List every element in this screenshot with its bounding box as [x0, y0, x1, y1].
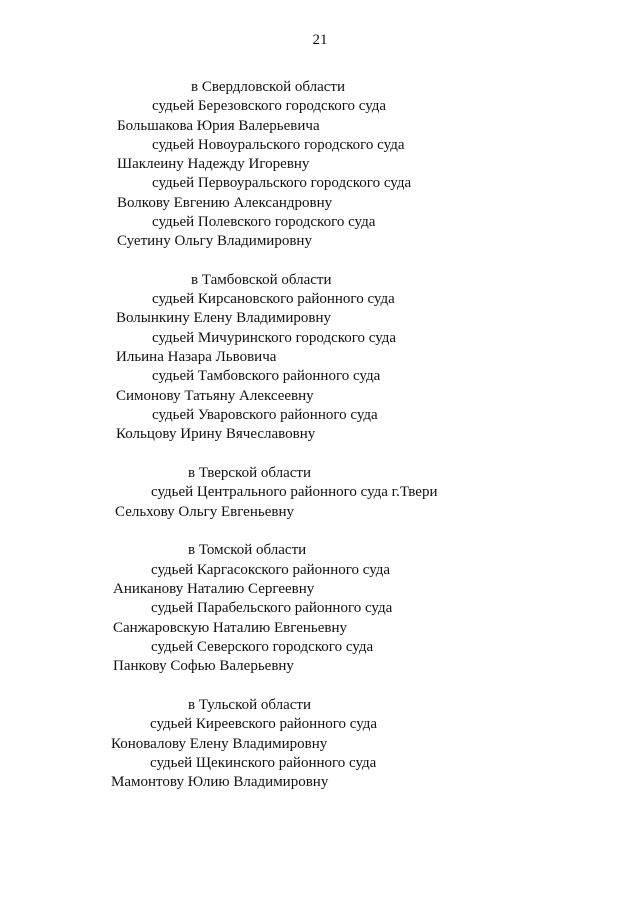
- court-line: судьей Каргасокского районного суда: [151, 562, 391, 578]
- court-line: судьей Первоуральского городского суда: [152, 175, 412, 191]
- court-line: судьей Новоуральского городского суда: [152, 137, 405, 153]
- judge-name: Панкову Софью Валерьевну: [113, 658, 294, 674]
- judge-name: Шаклеину Надежду Игоревну: [117, 156, 310, 172]
- court-line: судьей Северского городского суда: [151, 639, 374, 655]
- region-heading: в Тульской области: [188, 697, 312, 713]
- judge-name: Санжаровскую Наталию Евгеньевну: [113, 620, 347, 636]
- court-line: судьей Уваровского районного суда: [152, 407, 378, 423]
- court-line: судьей Тамбовского районного суда: [152, 368, 381, 384]
- judge-name: Суетину Ольгу Владимировну: [117, 233, 312, 249]
- judge-name: Коновалову Елену Владимировну: [111, 736, 328, 752]
- judge-name: Волкову Евгению Александровну: [117, 195, 333, 211]
- court-line: судьей Парабельского районного суда: [151, 600, 393, 616]
- region-heading: в Свердловской области: [191, 79, 346, 95]
- judge-name: Симонову Татьяну Алексеевну: [116, 388, 314, 404]
- court-line: судьей Киреевского районного суда: [150, 716, 378, 732]
- court-line: судьей Кирсановского районного суда: [152, 291, 395, 307]
- region-heading: в Тамбовской области: [191, 272, 332, 288]
- court-line: судьей Щекинского районного суда: [150, 755, 377, 771]
- judge-name: Кольцову Ирину Вячеславовну: [116, 426, 316, 442]
- judge-name: Ильина Назара Львовича: [116, 349, 277, 365]
- judge-name: Аниканову Наталию Сергеевну: [113, 581, 315, 597]
- court-line: судьей Полевского городского суда: [152, 214, 376, 230]
- page-number: 21: [312, 32, 328, 48]
- judge-name: Мамонтову Юлию Владимировну: [111, 774, 329, 790]
- judge-name: Волынкину Елену Владимировну: [116, 310, 332, 326]
- judge-name: Большакова Юрия Валерьевича: [117, 118, 320, 134]
- court-line: судьей Центрального районного суда г.Твери: [151, 484, 438, 500]
- region-heading: в Тверской области: [188, 465, 312, 481]
- judge-name: Сельхову Ольгу Евгеньевну: [115, 504, 294, 520]
- region-heading: в Томской области: [188, 542, 307, 558]
- court-line: судьей Березовского городского суда: [152, 98, 387, 114]
- court-line: судьей Мичуринского городского суда: [152, 330, 397, 346]
